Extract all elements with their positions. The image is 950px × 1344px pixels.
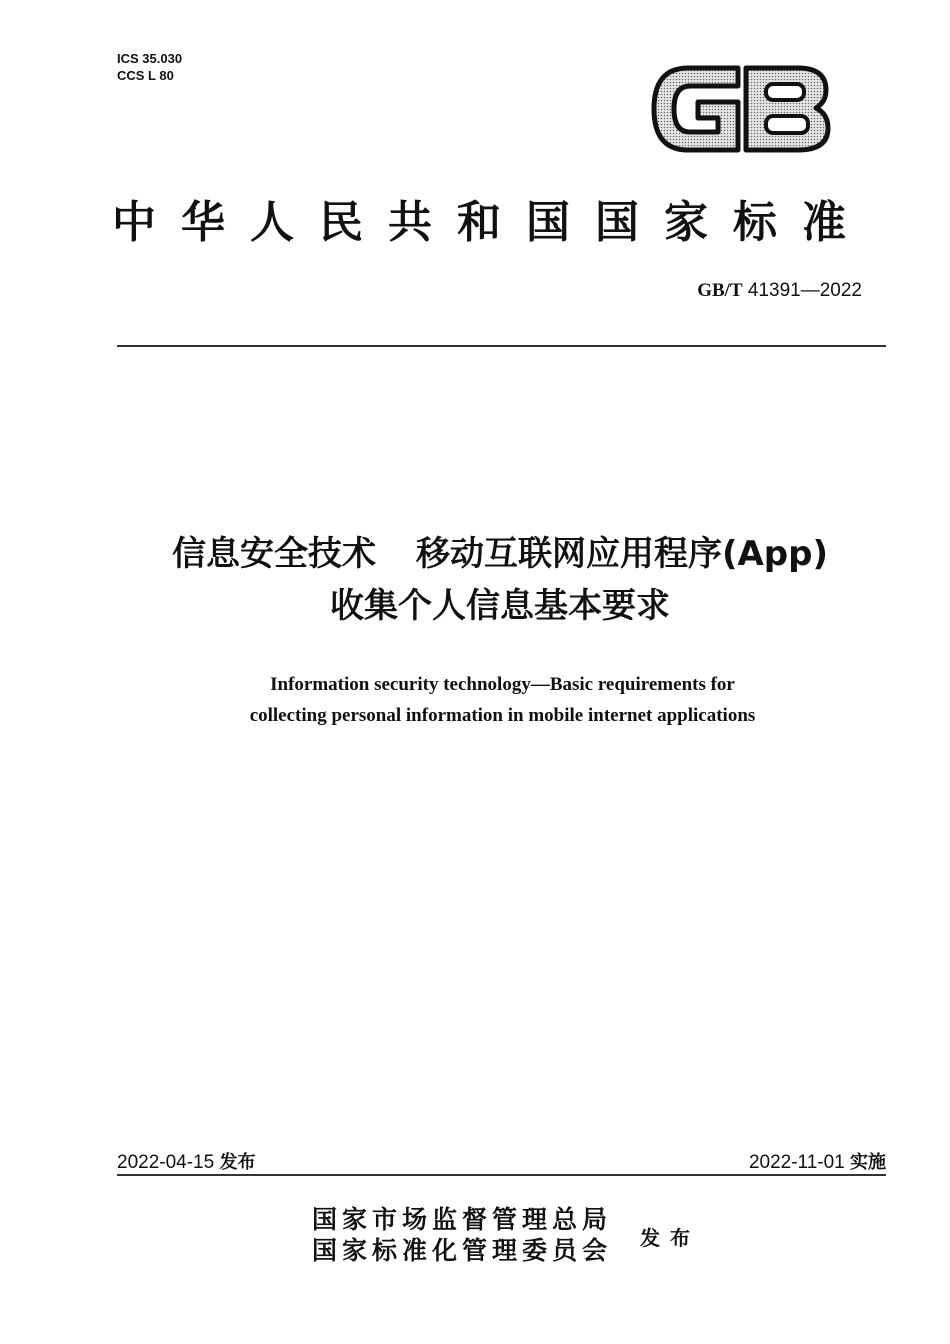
gb-logo bbox=[648, 60, 834, 158]
chinese-title-line-2: 收集个人信息基本要求 bbox=[330, 586, 670, 626]
top-divider bbox=[117, 345, 886, 347]
issue-date-value: 2022-04-15 bbox=[117, 1152, 215, 1173]
standard-prefix: GB/T bbox=[697, 280, 743, 301]
implementation-date-label: 实施 bbox=[850, 1152, 886, 1173]
issue-date-label: 发布 bbox=[219, 1152, 256, 1173]
chinese-title-line-1-part-a: 信息安全技术 bbox=[171, 534, 376, 574]
standard-code: 41391—2022 bbox=[747, 280, 862, 301]
publish-label: 发布 bbox=[640, 1226, 700, 1250]
ccs-code: CCS L 80 bbox=[117, 68, 174, 83]
issuer-sac: 国家标准化管理委员会 bbox=[312, 1236, 613, 1265]
classification-codes bbox=[117, 50, 182, 84]
chinese-title-line-1-part-b: 移动互联网应用程序(App) bbox=[415, 534, 829, 574]
ics-code: ICS 35.030 bbox=[117, 51, 183, 66]
issuer-samr: 国家市场监督管理总局 bbox=[312, 1205, 613, 1234]
english-title-line-1: Information security technology—Basic requirements for bbox=[270, 674, 735, 695]
chinese-title bbox=[60, 528, 940, 632]
standard-number bbox=[697, 280, 862, 302]
english-title-line-2: collecting personal information in mobile internet applications bbox=[249, 705, 756, 726]
english-title bbox=[60, 669, 945, 731]
issuing-authorities bbox=[312, 1204, 612, 1266]
bottom-divider bbox=[117, 1174, 886, 1176]
national-standard-title: 中华人民共和国国家标准 bbox=[112, 197, 871, 248]
implementation-date bbox=[749, 1148, 886, 1174]
implementation-date-value: 2022-11-01 bbox=[748, 1152, 845, 1173]
chinese-title-line-1 bbox=[60, 528, 940, 580]
issue-date bbox=[117, 1148, 255, 1174]
